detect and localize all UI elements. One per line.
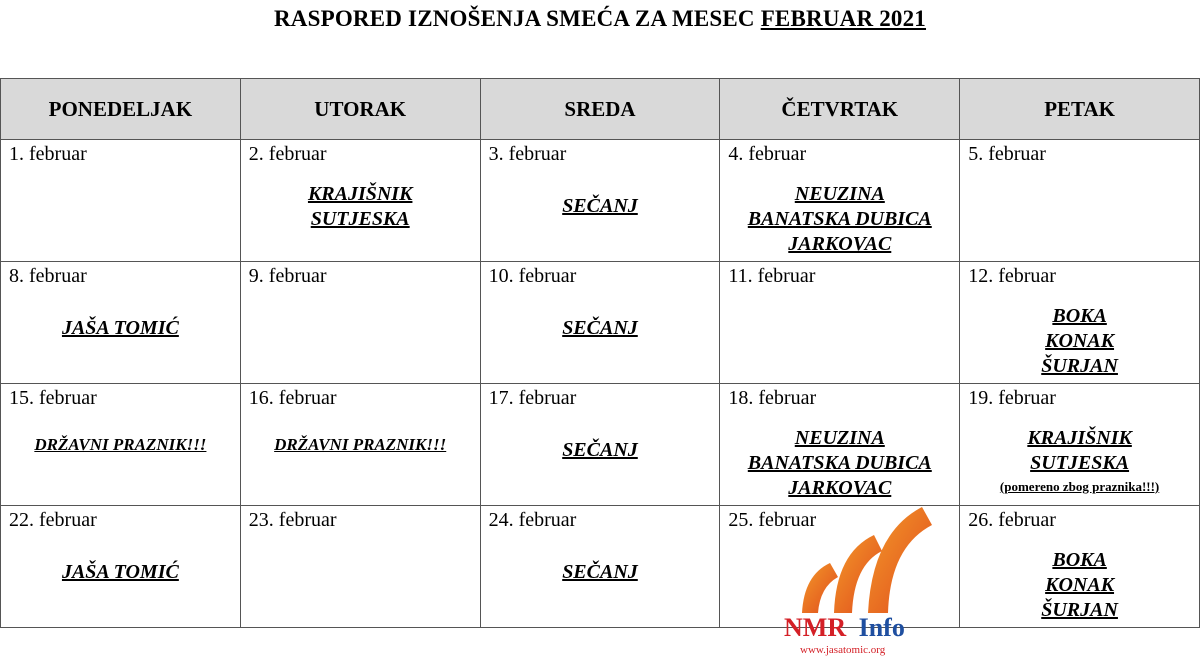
place-name: SEČANJ [562,439,638,461]
place-name: SUTJESKA [310,208,410,230]
title-month: FEBRUAR 2021 [760,6,927,31]
day-cell [480,384,720,506]
week-row [1,384,1200,506]
collection-places [481,316,720,341]
day-cell [1,140,241,262]
schedule-body [1,140,1200,628]
date-label: 12. februar [968,265,1056,287]
place-name: KONAK [1045,330,1115,352]
day-cell [960,506,1200,628]
date-label: 24. februar [488,509,577,531]
nmr-info-logo [782,503,942,663]
collection-places [720,426,959,501]
day-header: PETAK [960,79,1200,140]
logo-name2: Info [858,613,905,642]
day-cell [720,140,960,262]
date-label: 10. februar [488,265,577,287]
day-cell [240,262,480,384]
schedule-note: (pomereno zbog praznika!!!) [999,479,1160,494]
date-label: 19. februar [968,387,1056,409]
place-name: ŠURJAN [1041,355,1118,377]
day-cell [240,384,480,506]
schedule-table [0,78,1200,628]
place-name: JAŠA TOMIĆ [61,561,179,583]
place-name: DRŽAVNI PRAZNIK!!! [274,435,447,454]
collection-places [241,182,480,232]
day-cell [720,262,960,384]
place-name: ŠURJAN [1041,599,1118,621]
collection-places [1,316,240,341]
date-label: 23. februar [248,509,337,531]
date-label: 18. februar [728,387,817,409]
place-name: JARKOVAC [788,233,892,255]
place-name: SEČANJ [562,317,638,339]
date-label: 26. februar [968,509,1056,531]
collection-places [960,426,1199,496]
date-label: 4. februar [728,143,807,165]
day-header: UTORAK [240,79,480,140]
day-cell [480,506,720,628]
place-name: BOKA [1052,305,1107,327]
page-title [0,6,1200,32]
logo-name: NMR [784,613,847,642]
collection-places [481,560,720,585]
day-cell [480,262,720,384]
date-label: 11. februar [728,265,816,287]
day-cell [1,506,241,628]
place-name: KONAK [1045,574,1115,596]
place-name: SUTJESKA [1030,452,1130,474]
day-cell [480,140,720,262]
day-cell [960,384,1200,506]
week-row [1,262,1200,384]
place-name: SEČANJ [562,195,638,217]
place-name: NEUZINA [794,427,885,449]
place-name: BANATSKA DUBICA [747,208,932,230]
date-label: 16. februar [248,387,337,409]
date-label: 25. februar [728,509,817,531]
title-prefix: RASPORED IZNOŠENJA SMEĆA ZA MESEC [273,6,761,31]
svg-text:NMR Info [784,613,905,642]
day-cell [960,140,1200,262]
collection-places [241,432,480,457]
day-header: PONEDELJAK [1,79,241,140]
week-row [1,140,1200,262]
day-cell [240,506,480,628]
collection-places [960,548,1199,623]
day-cell [1,262,241,384]
place-name: NEUZINA [794,183,885,205]
place-name: KRAJIŠNIK [1027,427,1132,449]
date-label: 5. februar [968,143,1046,165]
day-header: ČETVRTAK [720,79,960,140]
day-cell [720,384,960,506]
date-label: 22. februar [9,509,97,531]
day-header: SREDA [480,79,720,140]
place-name: BANATSKA DUBICA [747,452,932,474]
date-label: 9. februar [248,265,327,287]
logo-url: www.jasatomic.org [800,644,886,656]
week-row [1,506,1200,628]
place-name: KRAJIŠNIK [307,183,413,205]
day-cell [1,384,241,506]
collection-places [1,560,240,585]
day-cell [240,140,480,262]
collection-places [720,182,959,257]
logo-arc-small [802,563,838,613]
header-row [1,79,1200,140]
collection-places [960,304,1199,379]
date-label: 17. februar [488,387,577,409]
date-label: 15. februar [9,387,97,409]
place-name: SEČANJ [562,561,638,583]
date-label: 1. februar [9,143,87,165]
place-name: BOKA [1052,549,1107,571]
place-name: JARKOVAC [788,477,892,499]
date-label: 8. februar [9,265,87,287]
collection-places [1,432,240,457]
date-label: 3. februar [488,143,567,165]
day-cell [960,262,1200,384]
collection-places [481,194,720,219]
place-name: DRŽAVNI PRAZNIK!!! [34,435,207,454]
collection-places [481,438,720,463]
logo-arc-large [868,507,932,613]
place-name: JAŠA TOMIĆ [61,317,179,339]
date-label: 2. februar [248,143,327,165]
